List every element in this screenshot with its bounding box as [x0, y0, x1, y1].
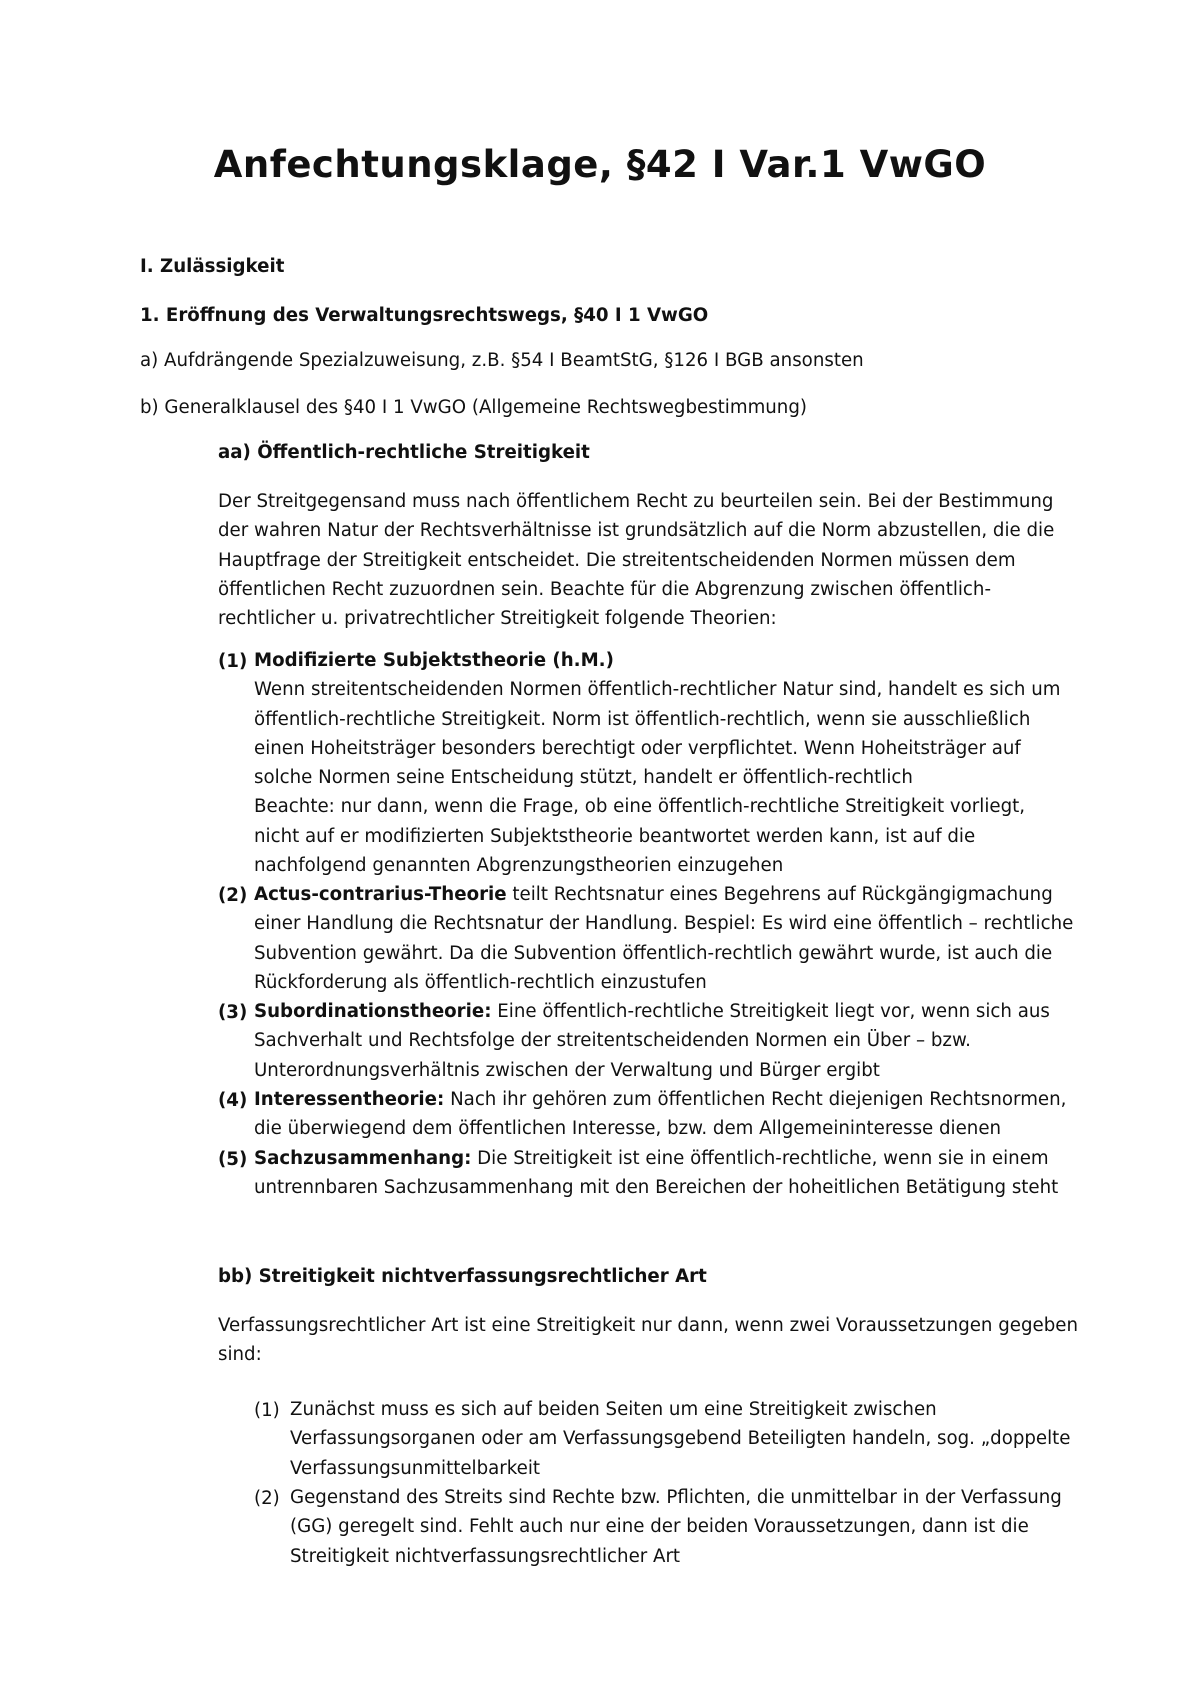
theory-line: Die Streitigkeit ist eine öffentlich-rechtliche, wenn sie in einem — [471, 1148, 1049, 1169]
theory-line: Nach ihr gehören zum öffentlichen Recht diejenigen Rechtsnormen, — [444, 1089, 1067, 1110]
theory-text — [254, 880, 1114, 997]
document-title: Anfechtungsklage, §42 I Var.1 VwGO — [213, 143, 987, 186]
list-number: (4) — [218, 1090, 248, 1111]
theory-text — [254, 1085, 1114, 1144]
condition-line: Verfassungsunmittelbarkeit — [290, 1457, 541, 1479]
section-heading-zulaessigkeit: I. Zulässigkeit — [140, 256, 285, 277]
paragraph-line: der wahren Natur der Rechtsverhältnisse ist grundsätzlich auf die Norm abzustellen, die die — [218, 520, 1055, 542]
condition-line: Zunächst muss es sich auf beiden Seiten um eine Streitigkeit zwischen — [290, 1399, 937, 1420]
theory-line: Wenn streitentscheidenden Normen öffentlich-rechtlicher Natur sind, handelt es sich um — [254, 679, 1061, 701]
theory-text — [254, 1144, 1114, 1203]
theory-line: Eine öffentlich-rechtliche Streitigkeit liegt vor, wenn sich aus — [491, 1001, 1050, 1022]
heading-bb: bb) Streitigkeit nichtverfassungsrechtlicher Art — [218, 1266, 707, 1287]
theory-line: untrennbaren Sachzusammenhang mit den Bereichen der hoheitlichen Betätigung steht — [254, 1177, 1059, 1199]
paragraph-line: Hauptfrage der Streitigkeit entscheidet. Die streitentscheidenden Normen müssen dem — [218, 549, 1016, 571]
paragraph-line: rechtlicher u. privatrechtlicher Streitigkeit folgende Theorien: — [218, 608, 777, 630]
subsection-heading-rechtsweg: 1. Eröffnung des Verwaltungsrechtswegs, §40 I 1 VwGO — [140, 305, 709, 326]
list-number: (5) — [218, 1149, 248, 1170]
theory-line: öffentlich-rechtliche Streitigkeit. Norm ist öffentlich-rechtlich, wenn sie ausschließlich — [254, 708, 1031, 730]
point-b: b) Generalklausel des §40 I 1 VwGO (Allgemeine Rechtswegbestimmung) — [140, 397, 807, 418]
list-number: (1) — [254, 1400, 280, 1421]
heading-aa: aa) Öffentlich-rechtliche Streitigkeit — [218, 442, 590, 463]
theory-line: Sachverhalt und Rechtsfolge der streitentscheidenden Normen ein Über – bzw. — [254, 1030, 971, 1052]
paragraph-line: Der Streitgegensand muss nach öffentlichem Recht zu beurteilen sein. Bei der Bestimmung — [218, 491, 1054, 512]
list-number: (1) — [218, 651, 248, 672]
theory-text — [254, 646, 1114, 880]
condition-line: Streitigkeit nichtverfassungsrechtlicher Art — [290, 1545, 681, 1567]
theory-title: Modifizierte Subjektstheorie (h.M.) — [254, 650, 614, 671]
paragraph-line: Verfassungsrechtlicher Art ist eine Streitigkeit nur dann, wenn zwei Voraussetzungen gegeben — [218, 1315, 1078, 1336]
paragraph-aa — [218, 487, 1078, 633]
list-number: (2) — [254, 1488, 280, 1509]
theory-line: Subvention gewährt. Da die Subvention öffentlich-rechtlich gewährt wurde, ist auch die — [254, 942, 1053, 964]
theory-line: nicht auf er modifizierten Subjektstheorie beantwortet werden kann, ist auf die — [254, 825, 976, 847]
condition-line: Verfassungsorganen oder am Verfassungsgebend Beteiligten handeln, sog. „doppelte — [290, 1428, 1071, 1450]
theory-title: Subordinationstheorie: — [254, 1001, 492, 1022]
theory-line: die überwiegend dem öffentlichen Interesse, bzw. dem Allgemeininteresse dienen — [254, 1118, 1002, 1140]
theory-line: einer Handlung die Rechtsnatur der Handlung. Bespiel: Es wird eine öffentlich – rechtliche — [254, 913, 1074, 935]
theory-title: Interessentheorie: — [254, 1089, 445, 1110]
condition-line: Gegenstand des Streits sind Rechte bzw. Pflichten, die unmittelbar in der Verfassung — [290, 1487, 1062, 1508]
theory-title: Sachzusammenhang: — [254, 1148, 472, 1169]
theory-line: Beachte: nur dann, wenn die Frage, ob eine öffentlich-rechtliche Streitigkeit vorliegt, — [254, 796, 1026, 818]
theory-line: einen Hoheitsträger besonders berechtigt oder verpflichtet. Wenn Hoheitsträger auf — [254, 737, 1021, 759]
theory-line: Rückforderung als öffentlich-rechtlich einzustufen — [254, 971, 707, 993]
condition-text — [290, 1483, 1090, 1571]
paragraph-bb — [218, 1311, 1078, 1370]
theory-line: nachfolgend genannten Abgrenzungstheorien einzugehen — [254, 855, 784, 877]
point-a: a) Aufdrängende Spezialzuweisung, z.B. §54 I BeamtStG, §126 I BGB ansonsten — [140, 350, 864, 371]
theory-text — [254, 997, 1114, 1085]
condition-text — [290, 1395, 1090, 1483]
list-number: (2) — [218, 885, 248, 906]
condition-line: (GG) geregelt sind. Fehlt auch nur eine der beiden Voraussetzungen, dann ist die — [290, 1516, 1029, 1538]
list-number: (3) — [218, 1002, 248, 1023]
theory-line: teilt Rechtsnatur eines Begehrens auf Rückgängigmachung — [506, 884, 1053, 905]
paragraph-line: öffentlichen Recht zuzuordnen sein. Beachte für die Abgrenzung zwischen öffentlich- — [218, 578, 992, 600]
theory-line: Unterordnungsverhältnis zwischen der Verwaltung und Bürger ergibt — [254, 1059, 880, 1081]
paragraph-line: sind: — [218, 1344, 262, 1366]
theory-title: Actus-contrarius-Theorie — [254, 884, 507, 905]
theory-line: solche Normen seine Entscheidung stützt, handelt er öffentlich-rechtlich — [254, 767, 913, 789]
